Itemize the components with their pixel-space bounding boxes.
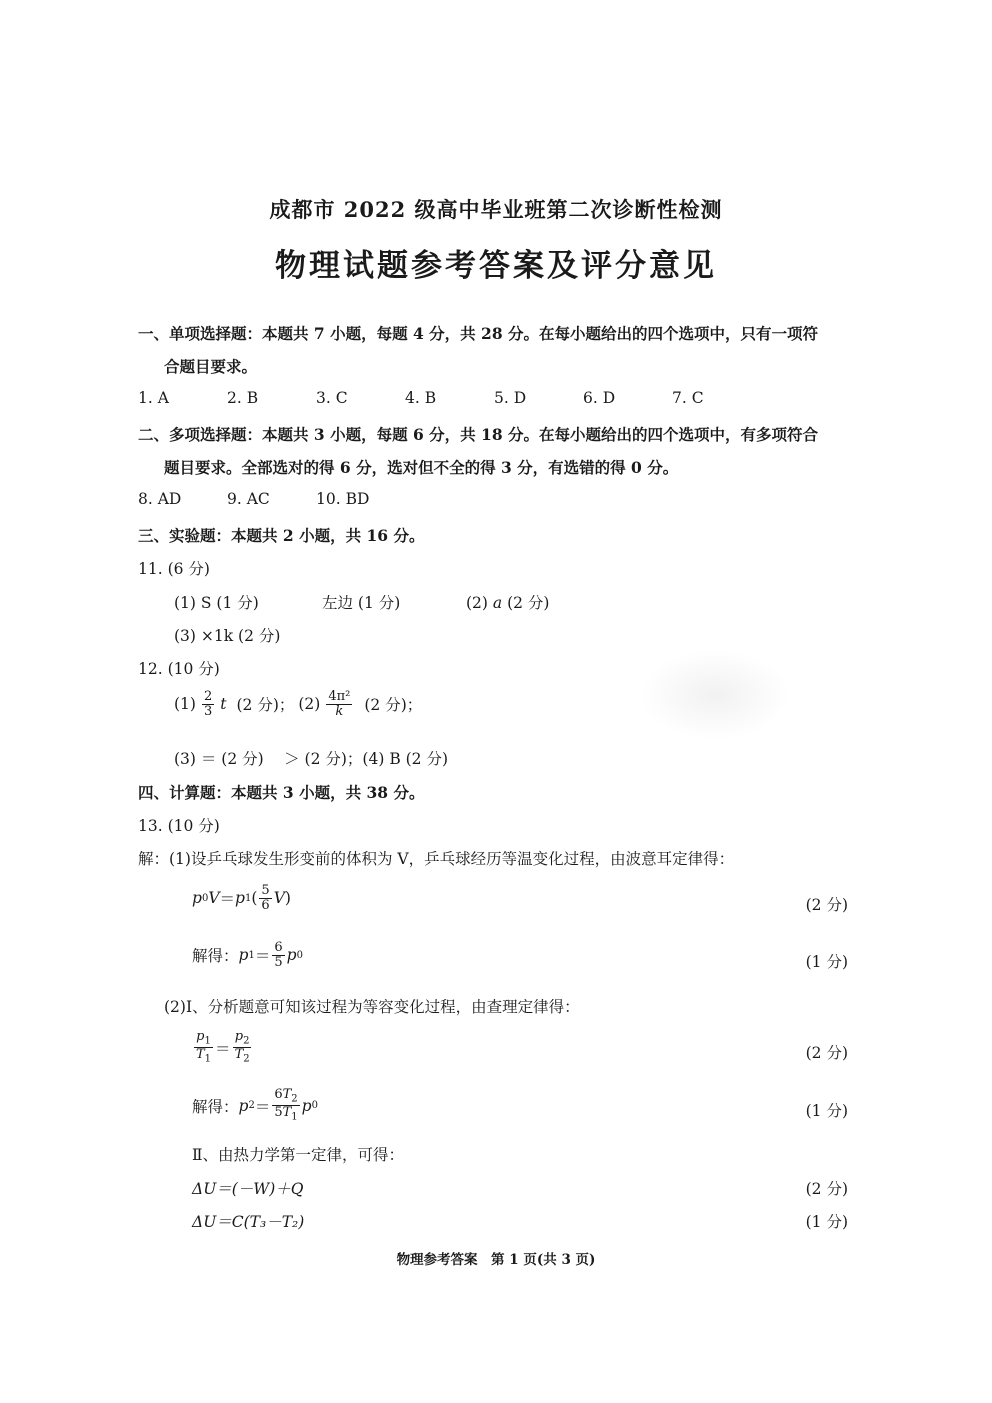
fraction-denominator: k <box>335 703 344 719</box>
q13-equation-4: 解得： p 2 ＝ $\frac{6T_2}{5T_1}$ p 0 <box>192 1087 318 1123</box>
section1-heading: 一、单项选择题：本题共 7 小题，每题 4 分，共 28 分。在每小题给出的四个选项中，只有一项符 <box>138 324 819 343</box>
section4-heading: 四、计算题：本题共 3 小题，共 38 分。 <box>138 783 425 802</box>
q13-equation-3-score: (2 分) <box>805 1044 848 1062</box>
answer-3: 3. C <box>316 389 348 407</box>
q13-equation-2: 解得： p 1 ＝ $\frac{6}{5}$ p 0 <box>192 940 303 970</box>
q13-part2b-intro: Ⅱ、由热力学第一定律，可得： <box>192 1146 405 1164</box>
fraction-denominator: 3 <box>203 703 213 719</box>
answer-2: 2. B <box>227 389 259 407</box>
answer-1: 1. A <box>138 389 169 407</box>
q11-label: 11. (6 分) <box>138 560 210 578</box>
q11-part2-var: a <box>492 594 503 612</box>
answer-9: 9. AC <box>227 490 270 508</box>
q12-label: 12. (10 分) <box>138 660 220 678</box>
answer-7: 7. C <box>672 389 704 407</box>
section1-heading-cont: 合题目要求。 <box>164 357 258 376</box>
answer-10: 10. BD <box>316 490 370 508</box>
q13-equation-2-score: (1 分) <box>805 953 848 971</box>
q13-part2-intro: (2)Ⅰ、分析题意可知该过程为等容变化过程，由查理定律得： <box>164 998 580 1016</box>
q13-equation-1-score: (2 分) <box>805 896 848 914</box>
q11-part2-prefix: (2) <box>466 594 493 612</box>
scan-smudge <box>640 650 790 740</box>
section2-heading-cont: 题目要求。全部选对的得 6 分，选对但不全的得 3 分，有选错的得 0 分。 <box>164 458 679 477</box>
fraction-numerator: 2 <box>203 689 213 704</box>
q11-part2 <box>466 591 549 613</box>
q13-equation-4-score: (1 分) <box>805 1102 848 1120</box>
q13-equation-5: ΔU＝(－W)＋Q <box>192 1180 304 1198</box>
q12-part1-score: (2 分)； <box>236 696 295 715</box>
q13-equation-6: ΔU＝C(T₃－T₂) <box>192 1213 305 1231</box>
solution-prefix: 解得： <box>192 1097 239 1116</box>
q12-part2-score: (2 分)； <box>364 696 423 715</box>
q13-equation-1: p 0 V ＝ p 1 ( $\frac{5}{6}$ V ) <box>192 883 291 913</box>
q12-part2-prefix: (2) <box>298 695 321 714</box>
q13-equation-3: $\frac{p_1}{T_1}$ ＝ $\frac{p_2}{T_2}$ <box>196 1029 250 1065</box>
answer-key-title: 物理试题参考答案及评分意见 <box>275 248 717 284</box>
q12-part1-fraction <box>202 690 214 718</box>
q12-part2-fraction <box>326 690 352 718</box>
section3-heading: 三、实验题：本题共 2 小题，共 16 分。 <box>138 526 425 545</box>
q12-part1-prefix: (1) <box>174 695 196 714</box>
answer-4: 4. B <box>405 389 437 407</box>
q11-part3: (3) ×1k (2 分) <box>174 627 281 645</box>
q11-part1: (1) S (1 分) <box>174 594 259 612</box>
solution-prefix: 解得： <box>192 947 239 966</box>
page-footer: 物理参考答案 第 1 页(共 3 页) <box>396 1252 596 1268</box>
exam-title: 成都市 2022 级高中毕业班第二次诊断性检测 <box>269 197 723 222</box>
answer-5: 5. D <box>494 389 527 407</box>
q11-part2-score: (2 分) <box>502 594 550 612</box>
section2-heading: 二、多项选择题：本题共 3 小题，每题 6 分，共 18 分。在每小题给出的四个选项中，有多项符合 <box>138 425 819 444</box>
q13-intro: 解：(1)设乒乓球发生形变前的体积为 V，乒乓球经历等温变化过程，由波意耳定律得： <box>138 850 735 868</box>
fraction-numerator: 4π² <box>328 689 351 704</box>
q11-part1b: 左边 (1 分) <box>322 594 401 612</box>
q12-row2: (3) ＝ (2 分) ＞ (2 分)；(4) B (2 分) <box>174 750 449 768</box>
q12-part1-var: t <box>220 695 227 714</box>
answer-6: 6. D <box>583 389 616 407</box>
q13-label: 13. (10 分) <box>138 817 220 835</box>
q13-equation-5-score: (2 分) <box>805 1180 848 1198</box>
answer-8: 8. AD <box>138 490 182 508</box>
q12-row1 <box>174 690 422 718</box>
q13-equation-6-score: (1 分) <box>805 1213 848 1231</box>
